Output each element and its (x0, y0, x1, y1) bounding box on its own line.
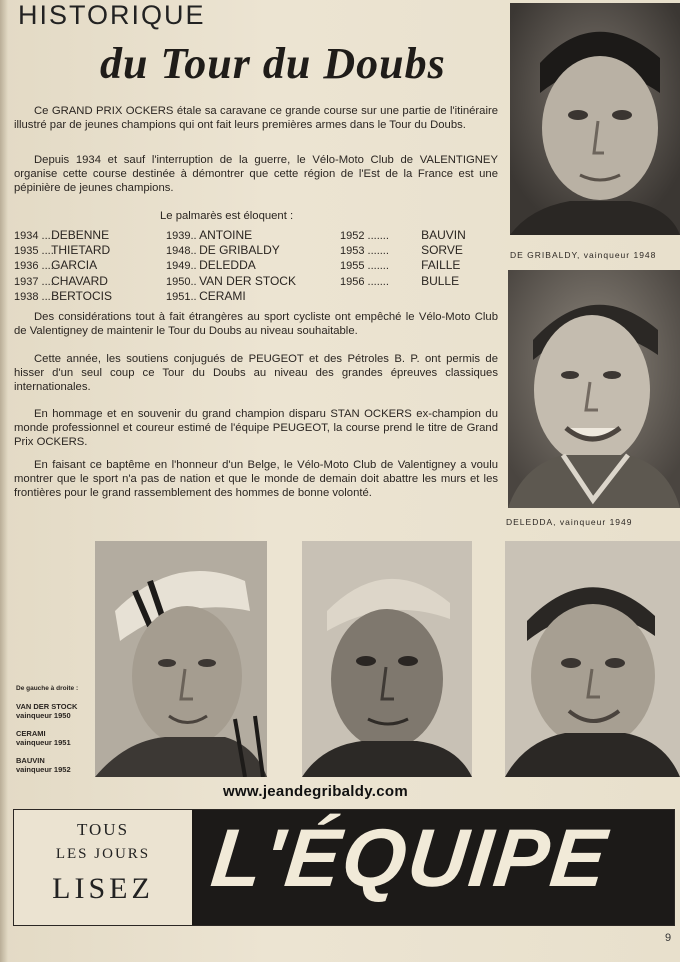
paragraph-1: Ce GRAND PRIX OCKERS étale sa caravane ce grande course sur une partie de l'itinéraire illustré par de jeunes champions qui ont fait leurs premières armes dans le Tour du Doubs. (14, 105, 498, 131)
palmares-year: 1938 .... (14, 290, 54, 303)
palmares-intro: Le palmarès est éloquent : (160, 210, 294, 222)
palmares-row (166, 243, 296, 258)
palmares-winner: DEBENNE (51, 228, 110, 242)
legend-name: BAUVIN (16, 755, 45, 765)
watermark-url: www.jeandegribaldy.com (223, 783, 408, 800)
paragraph-3: Des considérations tout à fait étrangères au sport cycliste ont empêché le Vélo-Moto Club de Valentigney de maintenir le Tour du Doubs au niveau souhaitable. (14, 311, 498, 337)
palmares-year: 1952 ....... (340, 230, 389, 242)
legend-item (16, 729, 78, 748)
palmares-year: 1948.. (166, 245, 197, 258)
legend-item (16, 756, 78, 775)
palmares-row (14, 258, 112, 273)
palmares-column-2 (166, 228, 296, 304)
portrait-van-der-stock (95, 541, 267, 777)
palmares-winner: DELEDDA (199, 258, 256, 273)
palmares-year: 1937 .... (14, 275, 54, 288)
palmares-winner: THIETARD (51, 243, 111, 258)
palmares-winner: DE GRIBALDY (199, 243, 280, 258)
palmares-row (340, 243, 466, 258)
advert-tagline-panel (14, 810, 194, 925)
palmares-winner: BAUVIN (421, 228, 466, 242)
advert-line-3: LISEZ (52, 872, 154, 905)
legend-sub: vainqueur 1952 (16, 765, 71, 774)
palmares-winner: CERAMI (199, 288, 246, 303)
palmares-year: 1951.. (166, 290, 197, 303)
palmares-year: 1936 .... (14, 260, 54, 273)
portrait-cerami (302, 541, 472, 777)
palmares-winner: BERTOCIS (51, 288, 112, 303)
palmares-year: 1950.. (166, 275, 197, 288)
palmares-row (166, 274, 296, 289)
portrait-deledda (508, 270, 680, 508)
palmares-year: 1935 .... (14, 245, 54, 258)
photo-legend (16, 684, 78, 783)
palmares-row (340, 228, 466, 243)
palmares-winner: FAILLE (421, 258, 461, 273)
advert-line-1: TOUS (76, 820, 130, 839)
palmares-row (14, 243, 112, 258)
photo-caption: DELEDDA, vainqueur 1949 (506, 517, 633, 527)
palmares-year: 1949.. (166, 260, 197, 273)
legend-lead: De gauche à droite : (16, 685, 79, 692)
photo-caption: DE GRIBALDY, vainqueur 1948 (510, 250, 657, 260)
palmares-row (14, 228, 112, 243)
paragraph-6: En faisant ce baptême en l'honneur d'un Belge, le Vélo-Moto Club de Valentigney a voulu montrer que le sport n'a pas de nation et que le monde de demain doit abattre les murs et les frontières pour le grand rassemblement des hommes de bonne volonté. (14, 459, 498, 499)
legend-name: CERAMI (16, 728, 46, 738)
page-fold-shadow (0, 0, 8, 962)
legend-name: VAN DER STOCK (16, 701, 78, 711)
palmares-column-3 (340, 228, 466, 289)
portrait-bauvin (505, 541, 680, 777)
palmares-row (14, 289, 112, 304)
palmares-row (166, 228, 296, 243)
portrait-de-gribaldy (510, 3, 680, 235)
lequipe-advert (13, 809, 675, 926)
palmares-year: 1955 ....... (340, 260, 389, 273)
paragraph-4: Cette année, les soutiens conjugués de PEUGEOT et des Pétroles B. P. ont permis de hisser d'un seul coup ce Tour du Doubs au niveau des grandes épreuves classiques internationales. (14, 353, 498, 393)
palmares-row (14, 274, 112, 289)
paragraph-2: Depuis 1934 et sauf l'interruption de la guerre, le Vélo-Moto Club de VALENTIGNEY organise cette course destinée à démontrer que cette région de l'Est de la France est une pépinière de jeunes champions. (14, 154, 498, 194)
palmares-year: 1956 ....... (340, 275, 389, 288)
legend-sub: vainqueur 1951 (16, 738, 71, 747)
advert-logo-panel (194, 810, 674, 925)
palmares-year: 1934 .... (14, 230, 54, 242)
kicker-heading: HISTORIQUE (18, 0, 206, 30)
advert-line-2: LES JOURS (55, 846, 151, 862)
palmares-row (340, 258, 466, 273)
page-title: du Tour du Doubs (100, 39, 446, 88)
palmares-winner: GARCIA (51, 258, 98, 273)
palmares-winner: VAN DER STOCK (199, 273, 296, 288)
legend-item (16, 702, 78, 721)
palmares-row (340, 274, 466, 289)
palmares-year: 1953 ....... (340, 245, 389, 258)
page-number: 9 (665, 932, 672, 944)
palmares-winner: CHAVARD (51, 273, 108, 288)
legend-sub: vainqueur 1950 (16, 711, 71, 720)
palmares-column-1 (14, 228, 112, 304)
palmares-row (166, 289, 296, 304)
palmares-winner: SORVE (421, 243, 463, 258)
palmares-winner: ANTOINE (199, 228, 253, 242)
palmares-year: 1939.. (166, 230, 197, 242)
palmares-winner: BULLE (421, 273, 460, 288)
paragraph-5: En hommage et en souvenir du grand champion disparu STAN OCKERS ex-champion du monde professionnel et coureur estimé de l'équipe PEUGEOT, la course prend le titre de Grand Prix OCKERS. (14, 408, 498, 448)
lequipe-logo: L'ÉQUIPE (207, 813, 613, 904)
palmares-row (166, 258, 296, 273)
